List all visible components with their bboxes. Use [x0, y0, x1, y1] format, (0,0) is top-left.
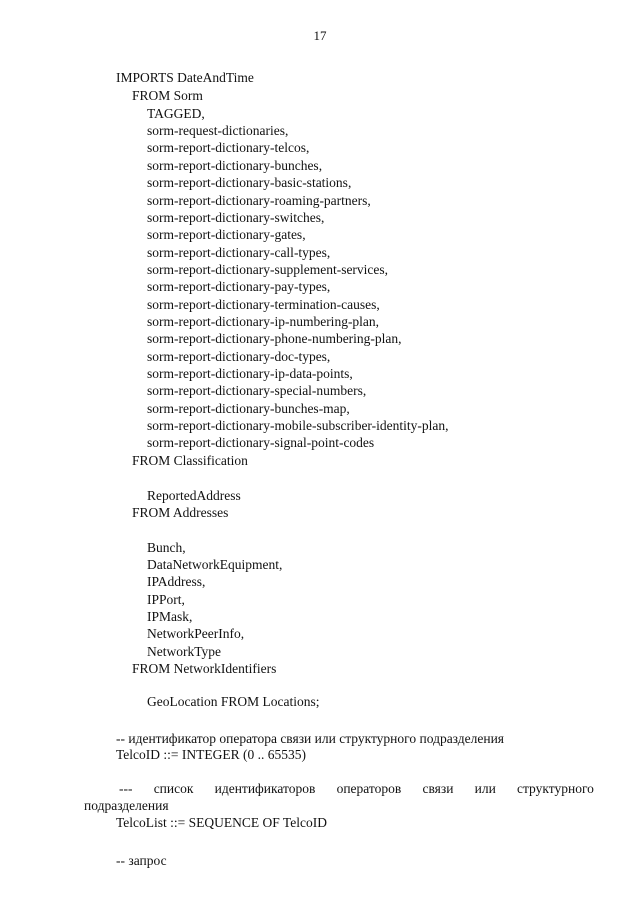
from-sorm: FROM Sorm	[132, 88, 203, 103]
sorm-item: TAGGED,	[147, 106, 205, 121]
from-addresses: FROM Addresses	[132, 505, 229, 520]
sorm-item: sorm-report-dictionary-gates,	[147, 227, 306, 242]
page-number: 17	[313, 28, 327, 43]
comment-word: идентификаторов	[214, 781, 316, 796]
sorm-item: sorm-report-dictionary-termination-causes,	[147, 297, 380, 312]
sorm-item: sorm-report-dictionary-special-numbers,	[147, 383, 367, 398]
network-item: DataNetworkEquipment,	[147, 557, 283, 572]
sorm-item: sorm-report-dictionary-supplement-services,	[147, 262, 389, 277]
network-item: IPMask,	[147, 609, 193, 624]
telco-list-definition: TelcoList ::= SEQUENCE OF TelcoID	[116, 815, 327, 830]
network-item: NetworkPeerInfo,	[147, 626, 245, 641]
network-item: IPPort,	[147, 592, 185, 607]
imports-header: IMPORTS DateAndTime	[116, 70, 254, 85]
comment-word: структурного	[517, 781, 594, 796]
network-item: NetworkType	[147, 644, 222, 659]
geolocation-line: GeoLocation FROM Locations;	[147, 694, 320, 709]
telco-list-comment	[119, 780, 594, 797]
sorm-item: sorm-report-dictionary-ip-data-points,	[147, 366, 353, 381]
telco-list-comment-continuation: подразделения	[84, 798, 169, 813]
sorm-item: sorm-report-dictionary-mobile-subscriber-identity-plan,	[147, 418, 449, 433]
network-item: Bunch,	[147, 540, 186, 555]
sorm-item: sorm-report-dictionary-switches,	[147, 210, 325, 225]
sorm-item: sorm-request-dictionaries,	[147, 123, 289, 138]
from-classification: FROM Classification	[132, 453, 248, 468]
sorm-item: sorm-report-dictionary-bunches,	[147, 158, 323, 173]
telco-id-comment: -- идентификатор оператора связи или структурного подразделения	[116, 731, 505, 746]
request-comment: -- запрос	[116, 853, 167, 868]
comment-word: список	[153, 781, 194, 796]
sorm-item: sorm-report-dictionary-ip-numbering-plan,	[147, 314, 380, 329]
sorm-item: sorm-report-dictionary-signal-point-codes	[147, 435, 375, 450]
reported-address: ReportedAddress	[147, 488, 241, 503]
comment-word: операторов	[336, 781, 402, 796]
network-item: IPAddress,	[147, 574, 206, 589]
sorm-item: sorm-report-dictionary-phone-numbering-plan,	[147, 331, 402, 346]
sorm-item: sorm-report-dictionary-roaming-partners,	[147, 193, 371, 208]
comment-word: или	[474, 781, 496, 796]
comment-word: связи	[422, 781, 454, 796]
comment-word: ---	[119, 781, 133, 796]
sorm-item: sorm-report-dictionary-bunches-map,	[147, 401, 350, 416]
sorm-item: sorm-report-dictionary-call-types,	[147, 245, 331, 260]
sorm-item: sorm-report-dictionary-pay-types,	[147, 279, 331, 294]
sorm-item: sorm-report-dictionary-basic-stations,	[147, 175, 352, 190]
from-network-identifiers: FROM NetworkIdentifiers	[132, 661, 277, 676]
telco-id-definition: TelcoID ::= INTEGER (0 .. 65535)	[116, 747, 307, 762]
sorm-item: sorm-report-dictionary-telcos,	[147, 140, 310, 155]
sorm-item: sorm-report-dictionary-doc-types,	[147, 349, 331, 364]
